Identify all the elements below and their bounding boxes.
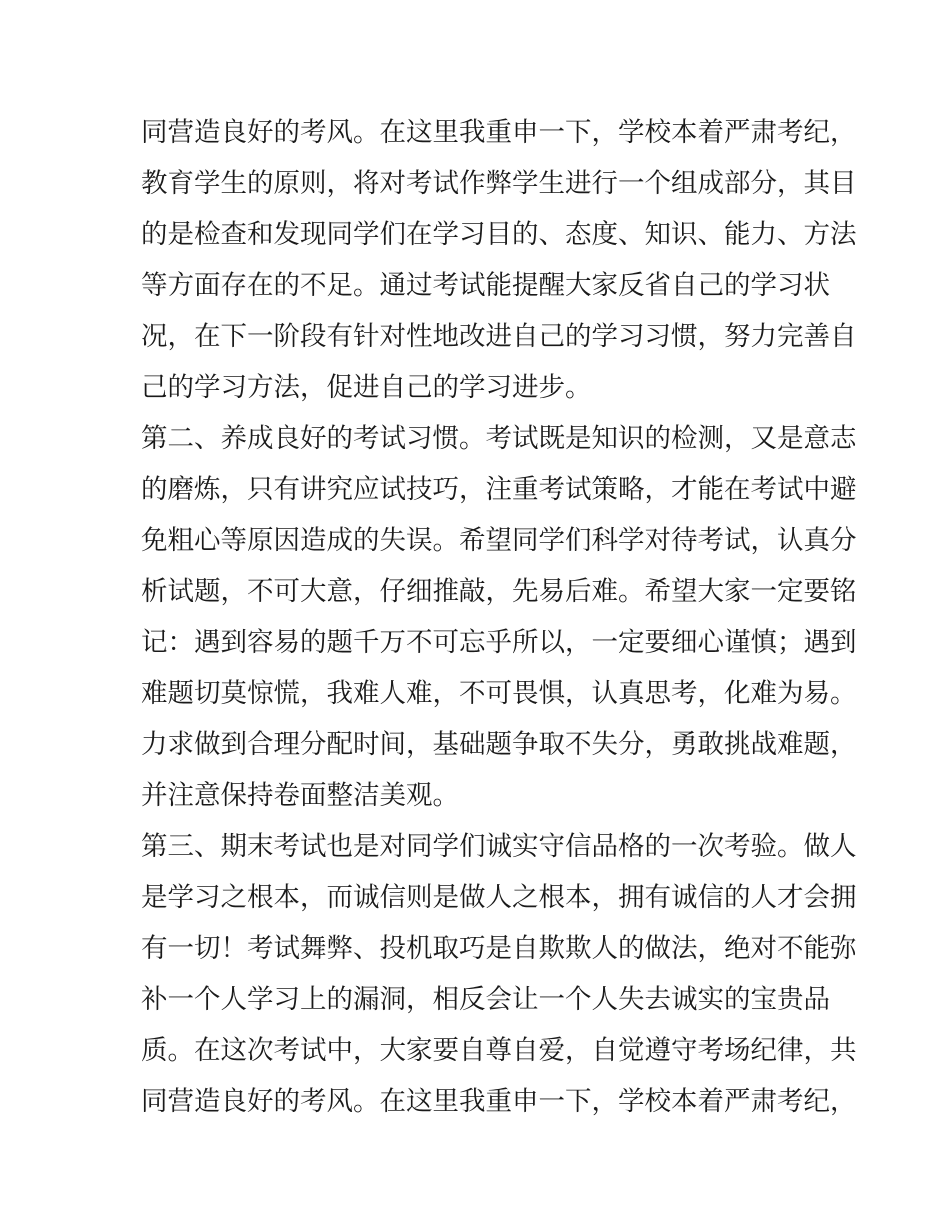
text-line: 同营造良好的考风。在这里我重申一下，学校本着严肃考纪，: [141, 117, 857, 148]
text-line: 等方面存在的不足。通过考试能提醒大家反省自己的学习状: [141, 270, 830, 301]
text-line: 力求做到合理分配时间，基础题争取不失分，勇敢挑战难题，: [141, 729, 857, 760]
text-line: 记：遇到容易的题千万不可忘乎所以，一定要细心谨慎；遇到: [141, 627, 857, 658]
text-line: 是学习之根本，而诚信则是做人之根本，拥有诚信的人才会拥: [141, 882, 857, 913]
text-line: 况，在下一阶段有针对性地改进自己的学习习惯，努力完善自: [141, 321, 857, 352]
text-line: 有一切！考试舞弊、投机取巧是自欺欺人的做法，绝对不能弥: [141, 933, 857, 964]
text-line: 第三、期末考试也是对同学们诚实守信品格的一次考验。做人: [141, 831, 857, 862]
text-line: 教育学生的原则，将对考试作弊学生进行一个组成部分，其目: [141, 168, 857, 199]
text-line: 己的学习方法，促进自己的学习进步。: [141, 372, 592, 403]
text-line: 的磨炼，只有讲究应试技巧，注重考试策略，才能在考试中避: [141, 474, 857, 505]
text-line: 的是检查和发现同学们在学习目的、态度、知识、能力、方法: [141, 219, 857, 250]
text-line: 难题切莫惊慌，我难人难，不可畏惧，认真思考，化难为易。: [141, 678, 857, 709]
text-line: 补一个人学习上的漏洞，相反会让一个人失去诚实的宝贵品: [141, 984, 830, 1015]
text-line: 质。在这次考试中，大家要自尊自爱，自觉遵守考场纪律，共: [141, 1035, 857, 1066]
text-line: 第二、养成良好的考试习惯。考试既是知识的检测，又是意志: [141, 423, 857, 454]
text-line: 同营造良好的考风。在这里我重申一下，学校本着严肃考纪，: [141, 1086, 857, 1117]
text-line: 并注意保持卷面整洁美观。: [141, 780, 459, 811]
text-line: 免粗心等原因造成的失误。希望同学们科学对待考试，认真分: [141, 525, 857, 556]
text-line: 析试题，不可大意，仔细推敲，先易后难。希望大家一定要铭: [141, 576, 857, 607]
document-body: [141, 107, 857, 1127]
